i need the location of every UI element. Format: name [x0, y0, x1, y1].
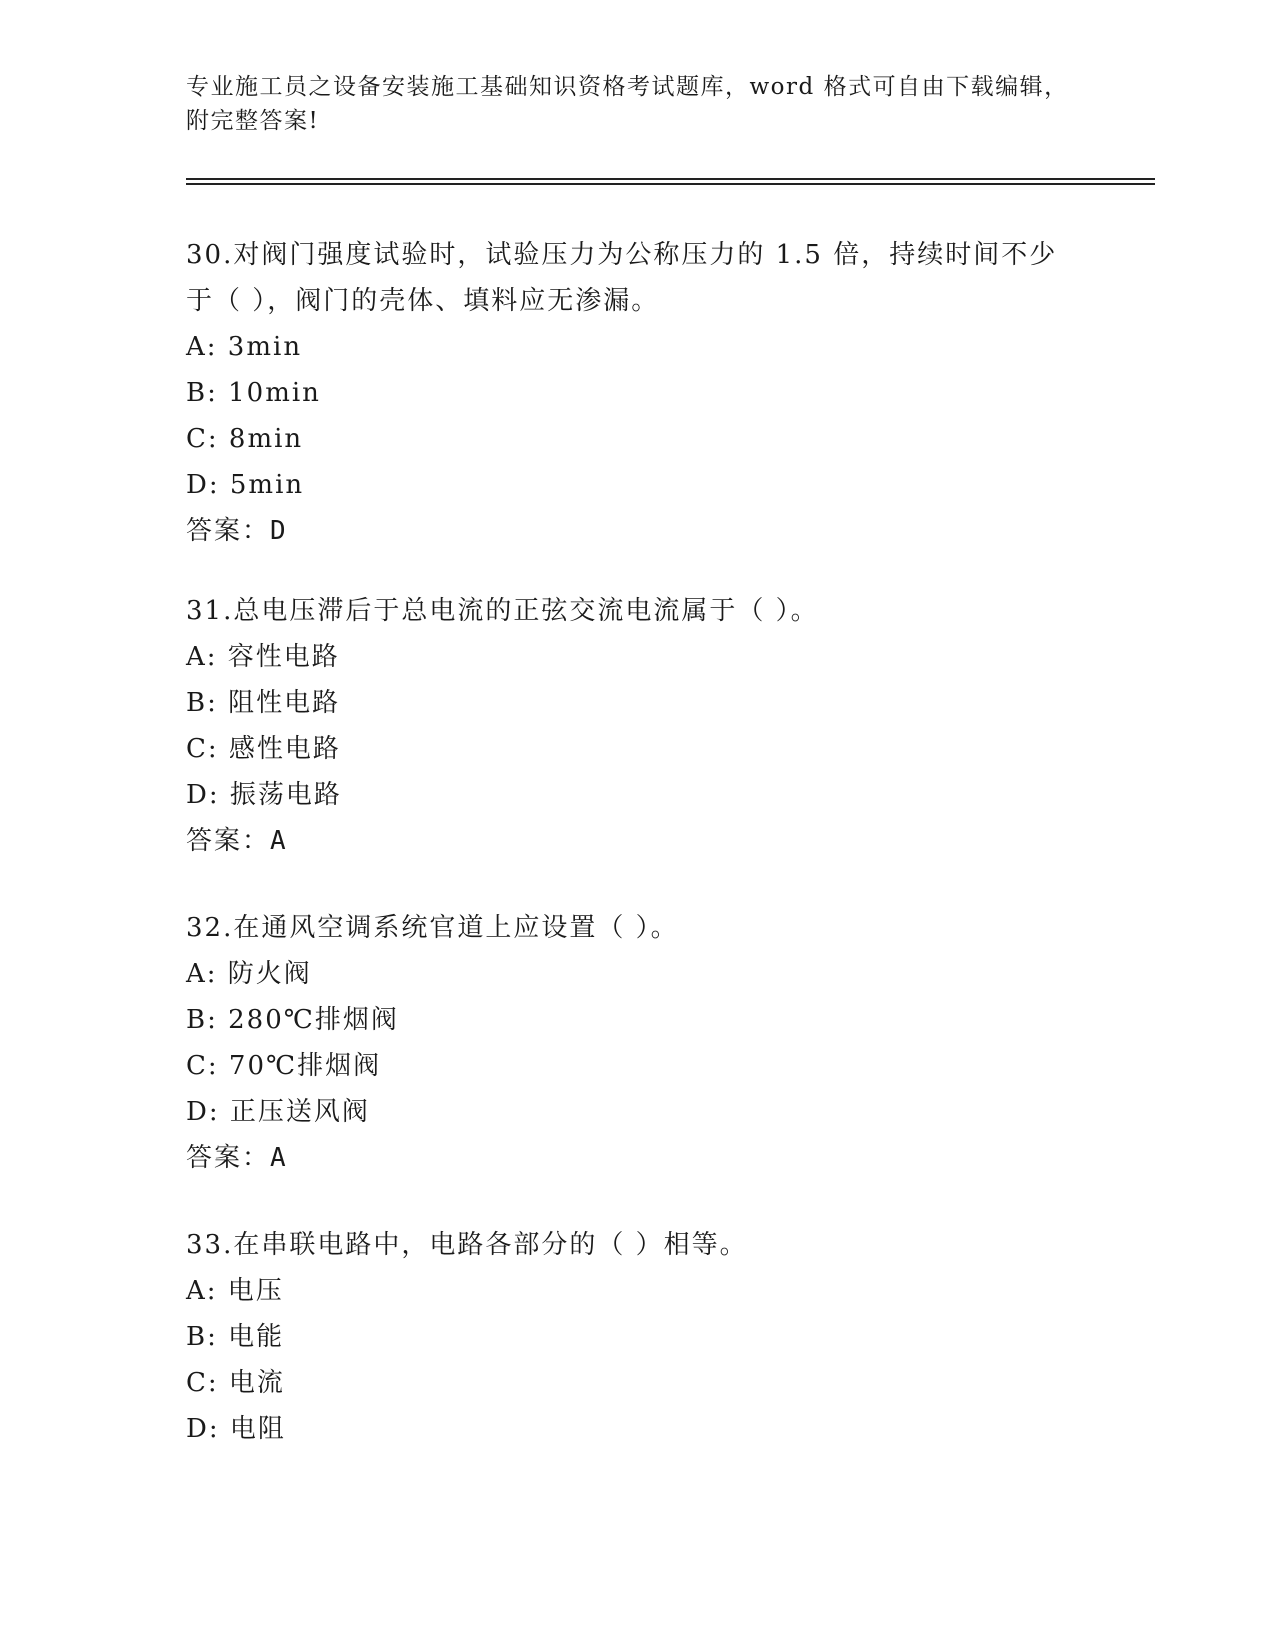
option-c: C: 70℃排烟阀 [186, 1051, 382, 1081]
option-a: A: 电压 [186, 1276, 284, 1306]
document-header [186, 70, 1086, 138]
question-stem-cont: 于（ ），阀门的壳体、填料应无渗漏。 [186, 286, 660, 316]
header-line-2: 附完整答案! [186, 108, 320, 134]
option-b: B: 10min [186, 378, 321, 408]
option-d: D: 正压送风阀 [186, 1097, 370, 1127]
header-divider-bottom [186, 183, 1155, 185]
option-a: A: 3min [186, 332, 303, 362]
option-d: D: 振荡电路 [186, 780, 342, 810]
option-c: C: 电流 [186, 1368, 285, 1398]
answer-label: 答案： [186, 826, 271, 856]
answer-value: A [270, 826, 288, 856]
option-c: C: 8min [186, 424, 304, 454]
option-a: A: 容性电路 [186, 642, 340, 672]
question-30 [186, 232, 1086, 554]
answer-value: A [270, 1143, 288, 1173]
header-divider-top [186, 178, 1155, 180]
answer-line [186, 508, 1086, 554]
option-d: D: 5min [186, 470, 305, 500]
question-33 [186, 1222, 1086, 1452]
answer-line [186, 1135, 1086, 1181]
option-b: B: 阻性电路 [186, 688, 341, 718]
question-stem: 32.在通风空调系统官道上应设置（ ）。 [186, 913, 679, 943]
question-32 [186, 905, 1086, 1181]
option-a: A: 防火阀 [186, 959, 312, 989]
question-stem: 31.总电压滞后于总电流的正弦交流电流属于（ ）。 [186, 596, 819, 626]
answer-line [186, 818, 1086, 864]
option-b: B: 电能 [186, 1322, 285, 1352]
option-b: B: 280℃排烟阀 [186, 1005, 399, 1035]
question-stem: 30.对阀门强度试验时，试验压力为公称压力的 1.5 倍，持续时间不少 [186, 240, 1058, 270]
question-31 [186, 588, 1086, 864]
question-stem: 33.在串联电路中，电路各部分的（ ）相等。 [186, 1230, 748, 1260]
answer-label: 答案： [186, 1143, 271, 1173]
answer-label: 答案： [186, 516, 271, 546]
option-d: D: 电阻 [186, 1414, 286, 1444]
option-c: C: 感性电路 [186, 734, 341, 764]
answer-value: D [270, 516, 288, 546]
header-line-1: 专业施工员之设备安装施工基础知识资格考试题库，word 格式可自由下载编辑， [186, 74, 1069, 100]
